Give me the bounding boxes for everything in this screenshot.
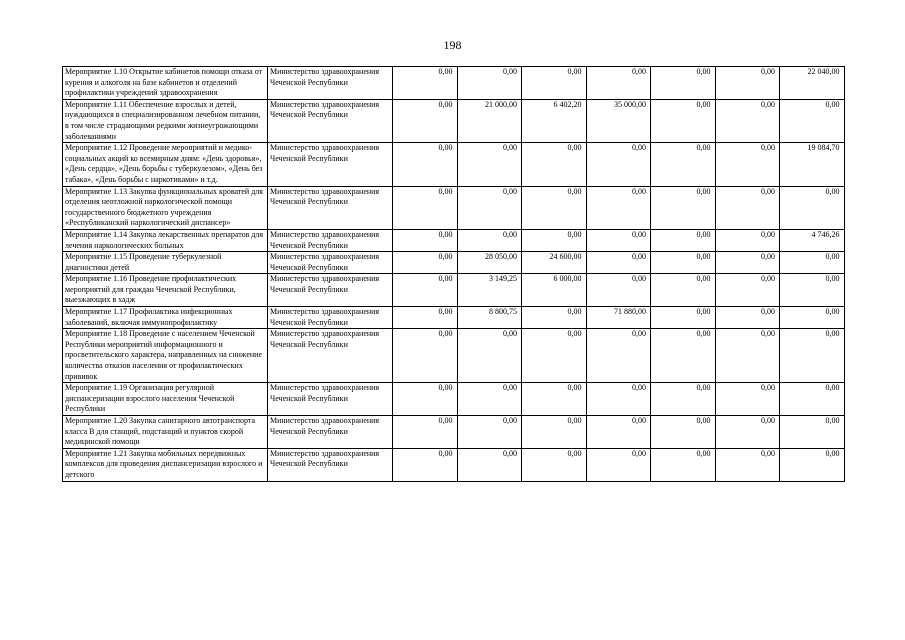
executor-cell: Министерство здравоохранения Чеченской Республики [268, 448, 393, 481]
value-cell: 0,00 [393, 329, 458, 383]
value-cell: 0,00 [393, 143, 458, 186]
executor-cell: Министерство здравоохранения Чеченской Республики [268, 143, 393, 186]
value-cell: 71 880,00 [586, 307, 651, 329]
value-cell: 0,00 [586, 274, 651, 307]
activity-name-cell: Мероприятие 1.13 Закупка функциональных кроватей для отделения неотложной наркологической помощи государственного бюджетного учреждения «Республиканский наркологический диспансер» [63, 186, 268, 229]
value-cell: 0,00 [651, 67, 716, 100]
table-row [63, 329, 845, 383]
value-cell: 0,00 [393, 383, 458, 416]
value-cell: 0,00 [651, 448, 716, 481]
value-cell: 0,00 [457, 329, 522, 383]
value-cell: 0,00 [651, 416, 716, 449]
value-cell: 0,00 [522, 416, 587, 449]
value-cell: 24 600,00 [522, 252, 587, 274]
value-cell: 0,00 [393, 252, 458, 274]
value-cell: 21 000,00 [457, 99, 522, 142]
table-row [63, 252, 845, 274]
page-number: 198 [443, 38, 462, 52]
table-row [63, 416, 845, 449]
executor-cell: Министерство здравоохранения Чеченской Республики [268, 99, 393, 142]
value-cell: 0,00 [715, 99, 780, 142]
value-cell: 0,00 [780, 307, 845, 329]
value-cell: 0,00 [457, 448, 522, 481]
executor-cell: Министерство здравоохранения Чеченской Республики [268, 416, 393, 449]
value-cell: 0,00 [457, 229, 522, 251]
value-cell: 0,00 [393, 448, 458, 481]
table-row [63, 274, 845, 307]
value-cell: 0,00 [715, 329, 780, 383]
value-cell: 0,00 [586, 329, 651, 383]
value-cell: 0,00 [586, 448, 651, 481]
value-cell: 0,00 [586, 67, 651, 100]
value-cell: 0,00 [522, 186, 587, 229]
value-cell: 0,00 [780, 329, 845, 383]
value-cell: 0,00 [522, 143, 587, 186]
activity-name-cell: Мероприятие 1.12 Проведение мероприятий и медико-социальных акций ко всемирным дням: «День здоровья», «День сердца», «День борьбы с туберкулезом», «День без табака», «День борьбы с наркотиками» и т.д. [63, 143, 268, 186]
value-cell: 4 746,26 [780, 229, 845, 251]
value-cell: 0,00 [586, 186, 651, 229]
value-cell: 0,00 [393, 229, 458, 251]
value-cell: 0,00 [522, 448, 587, 481]
value-cell: 0,00 [715, 416, 780, 449]
executor-cell: Министерство здравоохранения Чеченской Республики [268, 252, 393, 274]
table-row [63, 229, 845, 251]
value-cell: 0,00 [651, 329, 716, 383]
table-row [63, 186, 845, 229]
value-cell: 0,00 [651, 143, 716, 186]
value-cell: 0,00 [651, 274, 716, 307]
value-cell: 0,00 [715, 307, 780, 329]
value-cell: 0,00 [715, 252, 780, 274]
value-cell: 0,00 [715, 229, 780, 251]
executor-cell: Министерство здравоохранения Чеченской Республики [268, 274, 393, 307]
value-cell: 3 149,25 [457, 274, 522, 307]
value-cell: 0,00 [393, 67, 458, 100]
activity-name-cell: Мероприятие 1.19 Организация регулярной диспансеризации взрослого населения Чеченской Республики [63, 383, 268, 416]
value-cell: 0,00 [522, 67, 587, 100]
value-cell: 0,00 [715, 274, 780, 307]
table-row [63, 67, 845, 100]
value-cell: 0,00 [457, 67, 522, 100]
value-cell: 0,00 [457, 416, 522, 449]
value-cell: 0,00 [586, 383, 651, 416]
value-cell: 0,00 [715, 383, 780, 416]
value-cell: 8 800,75 [457, 307, 522, 329]
value-cell: 0,00 [780, 186, 845, 229]
value-cell: 0,00 [715, 67, 780, 100]
activity-name-cell: Мероприятие 1.21 Закупка мобильных передвижных комплексов для проведения диспансеризации взрослого и детского [63, 448, 268, 481]
value-cell: 0,00 [715, 143, 780, 186]
value-cell: 22 040,00 [780, 67, 845, 100]
value-cell: 0,00 [715, 186, 780, 229]
executor-cell: Министерство здравоохранения Чеченской Республики [268, 329, 393, 383]
value-cell: 19 084,70 [780, 143, 845, 186]
activity-name-cell: Мероприятие 1.14 Закупка лекарственных препаратов для лечения наркологических больных [63, 229, 268, 251]
value-cell: 0,00 [457, 143, 522, 186]
activities-table [62, 66, 845, 482]
value-cell: 0,00 [522, 229, 587, 251]
value-cell: 0,00 [651, 186, 716, 229]
activity-name-cell: Мероприятие 1.10 Открытие кабинетов помощи отказа от курения и алкоголя на базе кабинетов и отделений профилактики учреждений здравоохранения [63, 67, 268, 100]
value-cell: 0,00 [586, 143, 651, 186]
value-cell: 0,00 [393, 274, 458, 307]
value-cell: 0,00 [586, 416, 651, 449]
value-cell: 0,00 [393, 99, 458, 142]
value-cell: 6 402,20 [522, 99, 587, 142]
value-cell: 0,00 [780, 274, 845, 307]
activity-name-cell: Мероприятие 1.18 Проведение с населением Чеченской Республики мероприятий информационного и просветительского характера, направленных на снижение количества отказов населения от профилактических прививок [63, 329, 268, 383]
value-cell: 28 050,00 [457, 252, 522, 274]
activity-name-cell: Мероприятие 1.16 Проведение профилактических мероприятий для граждан Чеченской Республики, выезжающих в хадж [63, 274, 268, 307]
value-cell: 0,00 [457, 186, 522, 229]
table-row [63, 383, 845, 416]
executor-cell: Министерство здравоохранения Чеченской Республики [268, 229, 393, 251]
value-cell: 0,00 [393, 416, 458, 449]
activity-name-cell: Мероприятие 1.20 Закупка санитарного автотранспорта класса В для станций, подстанций и пунктов скорой медицинской помощи [63, 416, 268, 449]
value-cell: 0,00 [780, 448, 845, 481]
value-cell: 0,00 [393, 186, 458, 229]
value-cell: 0,00 [651, 252, 716, 274]
table-row [63, 143, 845, 186]
value-cell: 0,00 [715, 448, 780, 481]
value-cell: 0,00 [651, 307, 716, 329]
value-cell: 0,00 [780, 416, 845, 449]
activity-name-cell: Мероприятие 1.17 Профилактика инфекционных заболеваний, включая иммунопрофилактику [63, 307, 268, 329]
table-row [63, 448, 845, 481]
activity-name-cell: Мероприятие 1.11 Обеспечение взрослых и детей, нуждающихся в специализированном лечебном питании, в том числе страдающими редкими жизнеугрожающими заболеваниями [63, 99, 268, 142]
value-cell: 0,00 [522, 329, 587, 383]
value-cell: 0,00 [586, 252, 651, 274]
value-cell: 0,00 [393, 307, 458, 329]
value-cell: 6 000,00 [522, 274, 587, 307]
value-cell: 0,00 [780, 99, 845, 142]
activity-name-cell: Мероприятие 1.15 Проведение туберкулезной диагностики детей [63, 252, 268, 274]
value-cell: 0,00 [780, 252, 845, 274]
value-cell: 0,00 [651, 383, 716, 416]
value-cell: 35 000,00 [586, 99, 651, 142]
value-cell: 0,00 [651, 99, 716, 142]
value-cell: 0,00 [780, 383, 845, 416]
value-cell: 0,00 [457, 383, 522, 416]
value-cell: 0,00 [651, 229, 716, 251]
executor-cell: Министерство здравоохранения Чеченской Республики [268, 186, 393, 229]
table-row [63, 99, 845, 142]
value-cell: 0,00 [522, 307, 587, 329]
value-cell: 0,00 [522, 383, 587, 416]
executor-cell: Министерство здравоохранения Чеченской Республики [268, 307, 393, 329]
executor-cell: Министерство здравоохранения Чеченской Республики [268, 67, 393, 100]
table-row [63, 307, 845, 329]
executor-cell: Министерство здравоохранения Чеченской Республики [268, 383, 393, 416]
value-cell: 0,00 [586, 229, 651, 251]
